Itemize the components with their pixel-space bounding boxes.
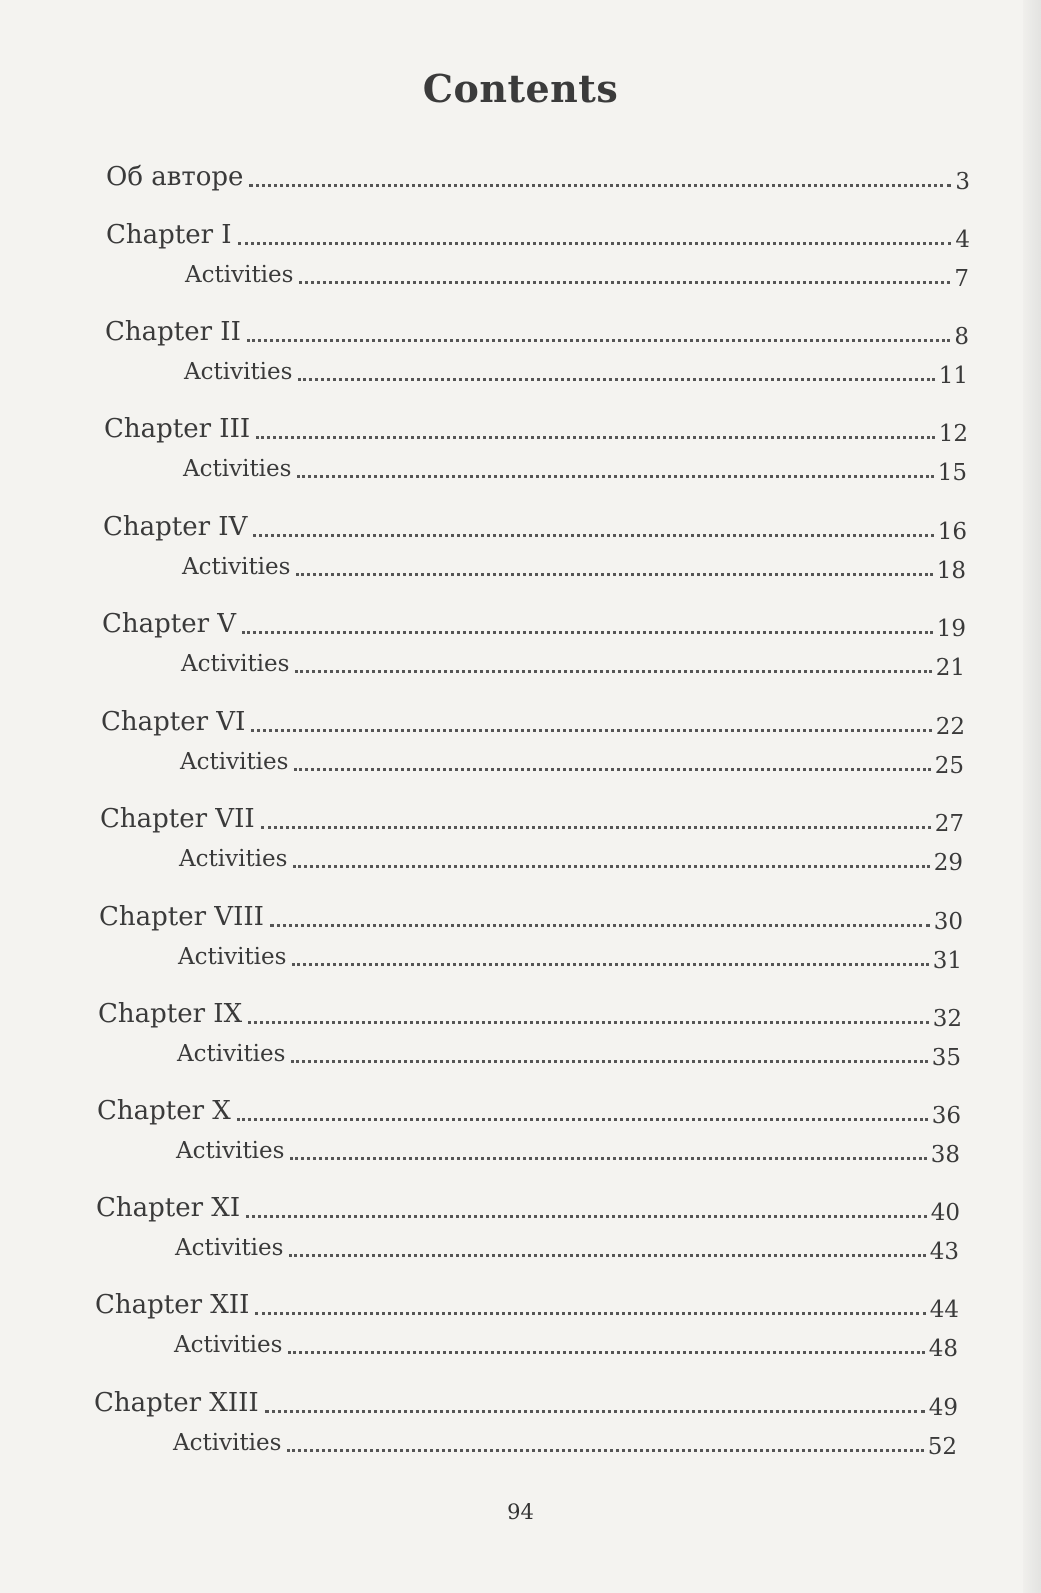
toc-entry-page: 19 [936,616,966,642]
toc-subentry [176,1133,960,1167]
toc-entry [106,218,970,252]
toc-entry-label: Activities [185,262,294,288]
dot-leader [299,281,950,284]
toc-entry-label: Chapter IX [98,999,243,1029]
toc-entry-page: 31 [932,948,962,974]
toc-entry-page: 48 [928,1336,958,1362]
dot-leader [265,1410,925,1413]
toc-entry-page: 32 [932,1006,962,1032]
toc-entry-page: 3 [955,169,970,195]
toc-entry-label: Activities [180,749,289,775]
toc-entry [99,900,963,934]
toc-entry-page: 49 [928,1395,958,1421]
toc-entry-label: Activities [183,456,292,482]
toc-entry [101,705,965,739]
dot-leader [297,475,933,478]
toc-entry [97,1094,961,1128]
toc-subentry [174,1327,958,1361]
toc-entry [96,1191,960,1225]
toc-entry-page: 15 [937,460,967,486]
toc-entry-page: 29 [933,850,963,876]
dot-leader [291,1060,927,1063]
toc-entry-label: Chapter I [106,220,232,250]
toc-entry-page: 25 [934,753,964,779]
toc-entry-page: 22 [935,714,965,740]
dot-leader [261,826,931,829]
toc-entry [94,1386,958,1420]
toc-subentry [184,354,968,388]
toc-entry [103,510,967,544]
toc-entry-page: 4 [955,227,970,253]
toc-entry-label: Chapter X [97,1096,231,1126]
dot-leader [287,1449,923,1452]
toc-entry [105,315,969,349]
dot-leader [290,1157,926,1160]
page-number: 94 [507,1500,534,1524]
toc-entry [106,160,970,194]
toc-entry-page: 18 [936,558,966,584]
toc-entry [98,997,962,1031]
toc-entry-page: 44 [929,1297,959,1323]
toc-entry-label: Activities [179,846,288,872]
page-title: Contents [422,66,619,111]
dot-leader [270,924,930,927]
toc-entry-page: 52 [927,1434,957,1460]
toc-entry-label: Activities [173,1430,282,1456]
page-edge-shadow [1023,0,1041,1593]
dot-leader [295,670,931,673]
toc-entry-page: 35 [931,1045,961,1071]
toc-subentry [178,939,962,973]
toc-subentry [181,646,965,680]
toc-entry-page: 21 [935,655,965,681]
toc-entry-label: Chapter III [104,414,251,444]
dot-leader [242,631,933,634]
toc-entry-label: Chapter XII [95,1290,250,1320]
toc-entry-label: Chapter II [105,317,241,347]
toc-entry-label: Activities [182,554,291,580]
dot-leader [251,729,931,732]
toc-entry-label: Activities [176,1138,285,1164]
toc-subentry [182,549,966,583]
dot-leader [294,768,930,771]
dot-leader [253,534,933,537]
toc-subentry [179,841,963,875]
toc-entry-label: Activities [178,944,287,970]
toc-entry-label: Chapter VI [101,707,246,737]
dot-leader [249,184,951,187]
toc-entry-page: 11 [938,363,968,389]
toc-subentry [185,257,969,291]
dot-leader [288,1351,924,1354]
toc-entry-label: Об авторе [106,162,244,192]
dot-leader [237,1118,928,1121]
toc-entry-label: Activities [184,359,293,385]
toc-entry-page: 40 [930,1200,960,1226]
dot-leader [256,436,935,439]
toc-entry-label: Activities [175,1235,284,1261]
toc-entry-page: 7 [954,266,969,292]
dot-leader [246,1215,927,1218]
toc-entry-label: Chapter XIII [94,1388,259,1418]
toc-subentry [180,744,964,778]
dot-leader [247,339,951,342]
toc-entry-page: 16 [937,519,967,545]
toc-entry-page: 36 [931,1103,961,1129]
dot-leader [292,963,928,966]
dot-leader [289,1254,925,1257]
toc-entry-page: 38 [930,1142,960,1168]
dot-leader [298,378,934,381]
toc-entry [102,607,966,641]
toc-entry-label: Chapter VIII [99,902,264,932]
toc-entry-label: Chapter IV [103,512,248,542]
toc-entry-page: 12 [938,421,968,447]
dot-leader [293,865,929,868]
toc-entry-page: 27 [934,811,964,837]
toc-entry-label: Activities [177,1041,286,1067]
toc-subentry [177,1036,961,1070]
toc-entry-page: 30 [933,909,963,935]
toc-entry-label: Chapter V [102,609,237,639]
toc-entry [100,802,964,836]
dot-leader [296,573,932,576]
toc-entry-label: Activities [181,651,290,677]
toc-subentry [175,1230,959,1264]
dot-leader [238,242,952,245]
dot-leader [248,1021,929,1024]
toc-entry-label: Activities [174,1332,283,1358]
toc-entry-page: 43 [929,1239,959,1265]
toc-entry-label: Chapter XI [96,1193,241,1223]
toc-entry-page: 8 [954,324,969,350]
toc-entry [95,1288,959,1322]
toc-entry-label: Chapter VII [100,804,255,834]
toc-entry [104,412,968,446]
dot-leader [255,1312,925,1315]
toc-subentry [183,451,967,485]
toc-subentry [173,1425,957,1459]
